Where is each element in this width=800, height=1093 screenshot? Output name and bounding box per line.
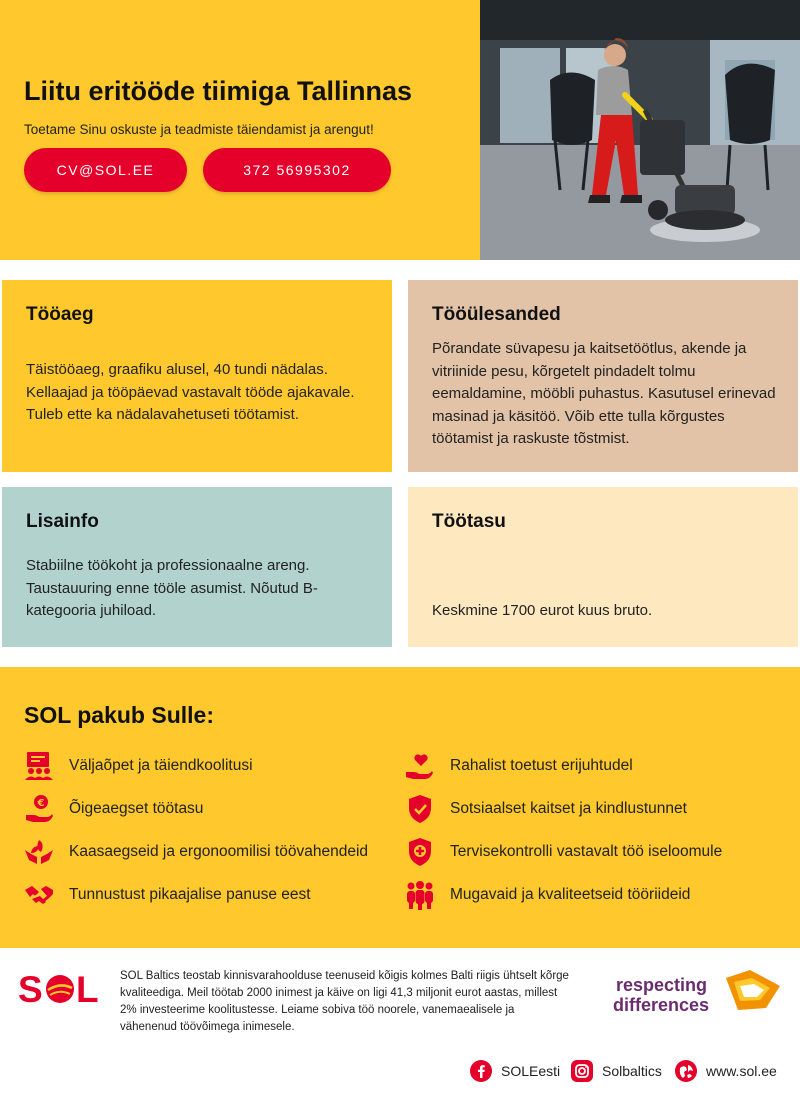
benefit-item <box>22 749 253 783</box>
website-label: www.sol.ee <box>706 1063 777 1079</box>
benefit-label: Väljaõpet ja täiendkoolitusi <box>69 757 253 774</box>
globe-icon <box>675 1060 697 1082</box>
company-description: SOL Baltics teostab kinnisvarahoolduse teenuseid kõigis kolmes Balti riigis ühtselt kõrge kvaliteediga. Meil töötab 2000 inimest ja käive on ligi 41,3 miljonit eurot aastas, millest 2% investeerime koolitustesse. Leiame sobiva töö noorele, vanemaealisele ja vähenenud töövõimega inimesele. <box>120 970 569 1033</box>
card-worktime-title: Tööaeg <box>26 304 94 325</box>
benefit-label: Tervisekontrolli vastavalt töö iseloomule <box>450 843 723 860</box>
benefit-label: Tunnustust pikaajalise panuse eest <box>69 886 311 903</box>
hero-subtitle: Toetame Sinu oskuste ja teadmiste täiendamist ja arengut! <box>24 122 374 137</box>
facebook-icon <box>470 1060 492 1082</box>
benefit-label: Kaasaegseid ja ergonoomilisi töövahendeid <box>69 843 369 860</box>
benefit-item <box>403 792 687 826</box>
footer <box>0 948 800 1093</box>
training-icon <box>22 749 56 783</box>
page-title: Liitu eritööde tiimiga Tallinnas <box>24 76 413 106</box>
facebook-link[interactable] <box>470 1060 560 1082</box>
svg-text:L: L <box>76 969 99 1008</box>
benefit-label: Sotsiaalset kaitset ja kindlustunnet <box>450 800 687 817</box>
card-tasks-text: Põrandate süvapesu ja kaitsetöötlus, akende ja vitriinide pesu, kõrgetelt pindadelt tolmu eemaldamine, mööbli puhastus. Kasutusel erinevad masinad ja käsitöö. Võib ette tulla kõrgustes töötamist ja raskuste tõstmist. <box>432 340 776 447</box>
card-tasks <box>408 280 798 472</box>
card-salary <box>408 487 798 647</box>
benefit-item <box>22 878 311 912</box>
card-tasks-title: Tööülesanded <box>432 304 561 325</box>
benefit-item <box>403 835 723 869</box>
benefit-item <box>403 749 633 783</box>
card-salary-text: Keskmine 1700 eurot kuus bruto. <box>432 602 653 619</box>
email-button[interactable]: CV@SOL.EE <box>24 148 187 192</box>
shield-plus-icon <box>403 835 437 869</box>
hero-banner <box>0 0 800 260</box>
benefit-label: Õigeaegset töötasu <box>69 800 204 817</box>
card-worktime-text: Täistööaeg, graafiku alusel, 40 tundi nädalas. Kellaajad ja tööpäevad vastavalt tööde ajakavale. Tuleb ette ka nädalavahetuseti töötamist. <box>26 361 355 423</box>
plant-hands-icon <box>22 835 56 869</box>
phone-button[interactable]: 372 56995302 <box>203 148 391 192</box>
instagram-link[interactable] <box>571 1060 662 1082</box>
card-salary-title: Töötasu <box>432 511 506 532</box>
card-extra-title: Lisainfo <box>26 511 99 532</box>
card-extra-text: Stabiilne töökoht ja professionaalne areng. Taustauuring enne tööle asumist. Nõutud B-kategooria juhiload. <box>26 557 318 619</box>
instagram-icon <box>571 1060 593 1082</box>
heart-hand-icon <box>403 749 437 783</box>
benefit-label: Rahalist toetust erijuhtudel <box>450 757 633 774</box>
svg-text:€: € <box>37 798 45 809</box>
shield-check-icon <box>403 792 437 826</box>
card-worktime <box>2 280 392 472</box>
card-extra-info <box>2 487 392 647</box>
benefit-item <box>22 835 369 869</box>
facebook-label: SOLEesti <box>501 1063 561 1079</box>
hero-photo <box>480 0 800 260</box>
euro-hand-icon <box>22 792 56 826</box>
people-icon <box>403 878 437 912</box>
svg-text:S: S <box>18 969 42 1008</box>
slogan-line2: differences <box>613 995 710 1015</box>
sol-logo <box>18 968 102 1013</box>
handshake-icon <box>22 878 56 912</box>
benefit-item <box>22 792 204 826</box>
benefit-label: Mugavaid ja kvaliteetseid tööriideid <box>450 886 691 903</box>
benefits-section <box>0 667 800 948</box>
benefit-item <box>403 878 691 912</box>
benefits-title: SOL pakub Sulle: <box>24 702 214 728</box>
respecting-differences-logo <box>608 970 783 1025</box>
slogan-line1: respecting <box>616 975 708 995</box>
website-link[interactable] <box>675 1060 777 1082</box>
instagram-label: Solbaltics <box>602 1063 662 1079</box>
